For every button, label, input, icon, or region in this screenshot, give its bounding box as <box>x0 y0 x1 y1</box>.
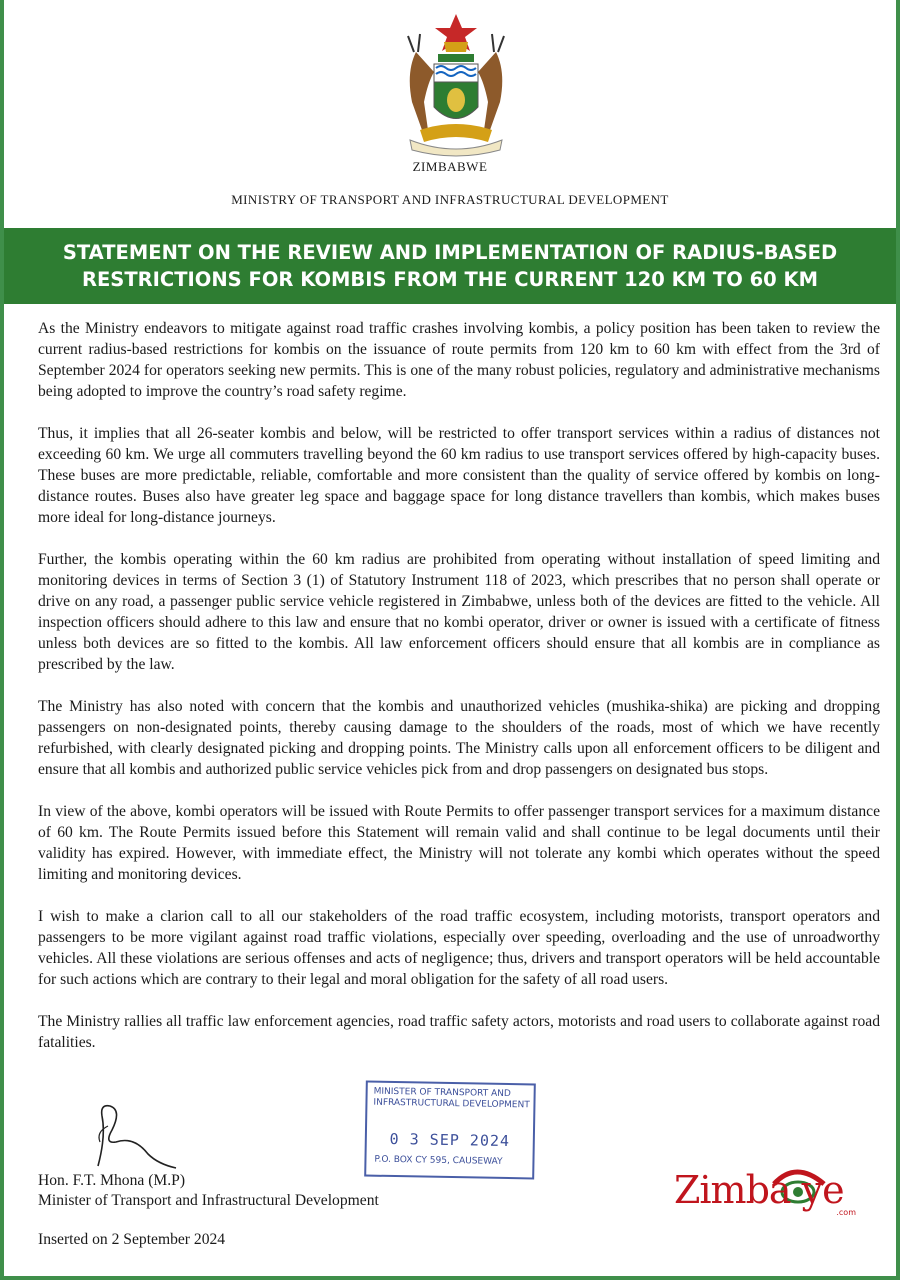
stamp-line-2: INFRASTRUCTURAL DEVELOPMENT <box>373 1097 530 1111</box>
inserted-note: Inserted on 2 September 2024 <box>38 1231 226 1248</box>
signatory-block <box>38 1171 379 1211</box>
stamp-header <box>373 1087 530 1112</box>
paragraph: In view of the above, kombi operators will be issued with Route Permits to offer passenger transport services for a maximum distance of 60 km. The Route Permits issued before this Statement will remain valid and shall continue to be legal documents until their validity has expired. However, with immediate effect, the Ministry will not tolerate any kombi which operates without the speed limiting and monitoring devices. <box>38 803 880 883</box>
paragraph: Thus, it implies that all 26-seater kombis and below, will be restricted to offer transport services within a radius of distances not exceeding 60 km. We urge all commuters travelling beyond the 60 km radius to use transport services offered by high-capacity buses. These buses are more predictable, reliable, comfortable and more consistent than the quality of service offered by kombis on long-distance routes. Buses also have greater leg space and baggage space for long distance travellers than kombis, which makes buses more ideal for long-distance journeys. <box>38 425 880 526</box>
zimbaeye-watermark-logo <box>674 1160 874 1220</box>
logo-domain: .com <box>836 1208 856 1217</box>
zimbabwe-coat-of-arms <box>376 12 536 160</box>
handwritten-signature <box>88 1096 188 1176</box>
paragraph: The Ministry has also noted with concern that the kombis and unauthorized vehicles (mushika-shika) are picking and dropping passengers on non-designated points, thereby causing damage to the shoulders of the roads, most of which we have recently refurbished, with clearly designated picking and dropping points. The Ministry calls upon all enforcement officers to be diligent and ensure that all kombis and authorized public service vehicles pick from and drop passengers on designated bus stops. <box>38 698 880 778</box>
statement-title: STATEMENT ON THE REVIEW AND IMPLEMENTATION OF RADIUS-BASED RESTRICTIONS FOR KOMBIS FROM THE CURRENT 120 KM TO 60 KM <box>4 228 896 304</box>
ministry-name: MINISTRY OF TRANSPORT AND INFRASTRUCTURAL DEVELOPMENT <box>231 192 669 207</box>
stamp-date: 0 3 SEP 2024 <box>389 1129 511 1151</box>
paragraph: As the Ministry endeavors to mitigate against road traffic crashes involving kombis, a policy position has been taken to review the current radius-based restrictions for kombis on the issuance of route permits from 120 km to 60 km with effect from the 3rd of September 2024 for operators seeking new permits. This is one of the many robust policies, regulatory and administrative mechanisms being adopted to improve the country’s road safety regime. <box>38 320 880 400</box>
stamp-address: P.O. BOX CY 595, CAUSEWAY <box>374 1154 503 1167</box>
signatory-position: Minister of Transport and Infrastructural Development <box>38 1192 379 1209</box>
logo-text: Zimba ye <box>674 1168 844 1212</box>
paragraph: Further, the kombis operating within the 60 km radius are prohibited from operating without installation of speed limiting and monitoring devices in terms of Section 3 (1) of Statutory Instrument 118 of 2023, which prescribes that no person shall operate or drive on any road, a passenger public service vehicle registered in Zimbabwe, unless both of the devices are fitted to the vehicle. All inspection officers should adhere to this law and ensure that no kombi operator, driver or owner is issued with a certificate of fitness unless both devices are so fitted to the kombis. All law enforcement officers should ensure that all kombis are in compliance as prescribed by the law. <box>38 551 880 673</box>
paragraph: I wish to make a clarion call to all our stakeholders of the road traffic ecosystem, including motorists, transport operators and passengers to be more vigilant against road traffic violations, especially over speeding, overloading and the use of unroadworthy vehicles. All these violations are serious offenses and acts of negligence; thus, drivers and transport operators will be held accountable for such actions which are contrary to their legal and moral obligation for the safety of all road users. <box>38 908 880 988</box>
country-name: ZIMBABWE <box>412 159 488 174</box>
official-stamp <box>364 1081 536 1180</box>
paragraph: The Ministry rallies all traffic law enforcement agencies, road traffic safety actors, motorists and road users to collaborate against road fatalities. <box>38 1013 880 1051</box>
signatory-name: Hon. F.T. Mhona (M.P) <box>38 1172 186 1189</box>
stamp-line-1: MINISTER OF TRANSPORT AND <box>373 1086 511 1100</box>
statement-body <box>38 318 880 1074</box>
